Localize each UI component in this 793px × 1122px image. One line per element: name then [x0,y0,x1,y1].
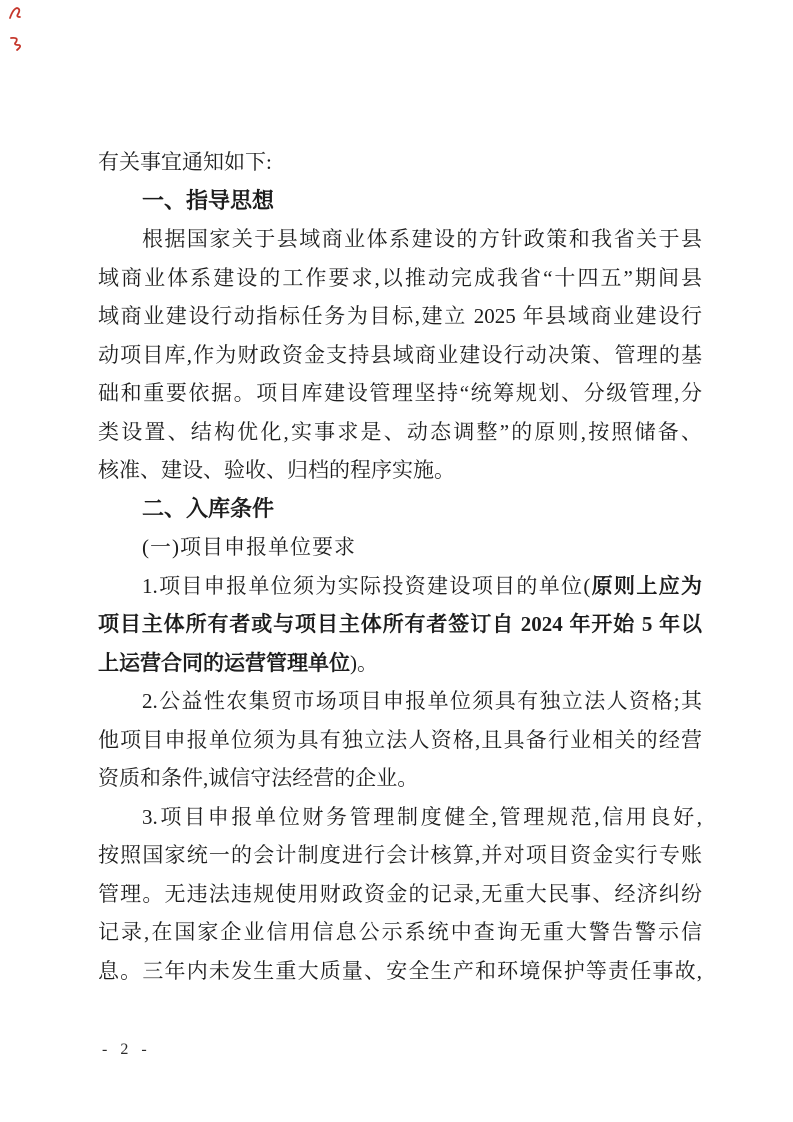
paragraph-line [98,451,702,490]
text-run: 项目主体所有者或与项目主体所有者签订自 [98,613,521,636]
text-run: 一、指导思想 [142,187,275,213]
text-run: 年以 [652,613,702,636]
text-run: 二、入库条件 [142,495,275,521]
text-run: 管理。无违法违规使用财政资金的记录,无重大民事、经济纠纷 [98,881,702,906]
page-number: - 2 - [102,1041,150,1058]
text-run: 类设置、结构优化,实事求是、动态调整”的原则,按照储备、 [98,419,702,444]
paragraph-line [98,798,702,837]
text-run: 记录,在国家企业信用信息公示系统中查询无重大警告警示信 [98,920,702,944]
text-run: 年开始 [562,613,642,636]
paragraph-line [98,413,702,452]
section-heading [98,182,702,221]
paragraph-line [98,913,702,952]
paragraph-line [98,297,702,336]
text-run: (一)项目申报单位要求 [142,535,356,559]
text-run: 原则上应为 [590,574,702,598]
paragraph-line [98,143,702,182]
section-heading [98,490,702,529]
text-run: 2024 [520,612,563,636]
paragraph-line [98,682,702,721]
paragraph-line [98,952,702,991]
red-pen-mark-icon [8,35,24,53]
text-run: 上运营合同的运营管理单位 [98,651,350,675]
text-run: 域商业建设行动指标任务为目标,建立 2025 年县域商业建设行 [98,304,702,328]
paragraph-line [98,836,702,875]
paragraph-line [98,259,702,298]
paragraph-line [98,605,702,644]
text-run: 资质和条件,诚信守法经营的企业。 [98,766,419,790]
red-pen-marks [8,5,28,65]
paragraph-line [98,644,702,683]
text-run: 动项目库,作为财政资金支持县域商业建设行动决策、管理的基 [98,342,702,367]
paragraph-line [98,374,702,413]
text-run: 3.项目申报单位财务管理制度健全,管理规范,信用良好, [142,804,702,829]
subsection-heading [98,528,702,567]
text-run: 有关事宜通知如下: [98,150,272,174]
red-pen-mark-icon [8,5,24,23]
text-run: 根据国家关于县域商业体系建设的方针政策和我省关于县 [142,227,702,251]
paragraph-line [98,875,702,914]
paragraph-line [98,336,702,375]
text-run: 他项目申报单位须为具有独立法人资格,且具备行业相关的经营 [98,727,702,752]
text-run: )。 [350,650,378,675]
text-run: 按照国家统一的会计制度进行会计核算,并对项目资金实行专账 [98,843,702,867]
paragraph-line [98,567,702,606]
document-body [98,143,702,990]
paragraph-line [98,220,702,259]
text-run: 息。三年内未发生重大质量、安全生产和环境保护等责任事故, [98,958,702,983]
text-run: 核准、建设、验收、归档的程序实施。 [98,458,455,482]
text-run: 5 [641,612,653,636]
paragraph-line [98,721,702,760]
text-run: 2.公益性农集贸市场项目申报单位须具有独立法人资格;其 [142,689,702,713]
paragraph-line [98,759,702,798]
text-run: 础和重要依据。项目库建设管理坚持“统筹规划、分级管理,分 [98,381,702,405]
text-run: 域商业体系建设的工作要求,以推动完成我省“十四五”期间县 [98,265,702,290]
text-run: 1.项目申报单位须为实际投资建设项目的单位( [142,573,591,598]
